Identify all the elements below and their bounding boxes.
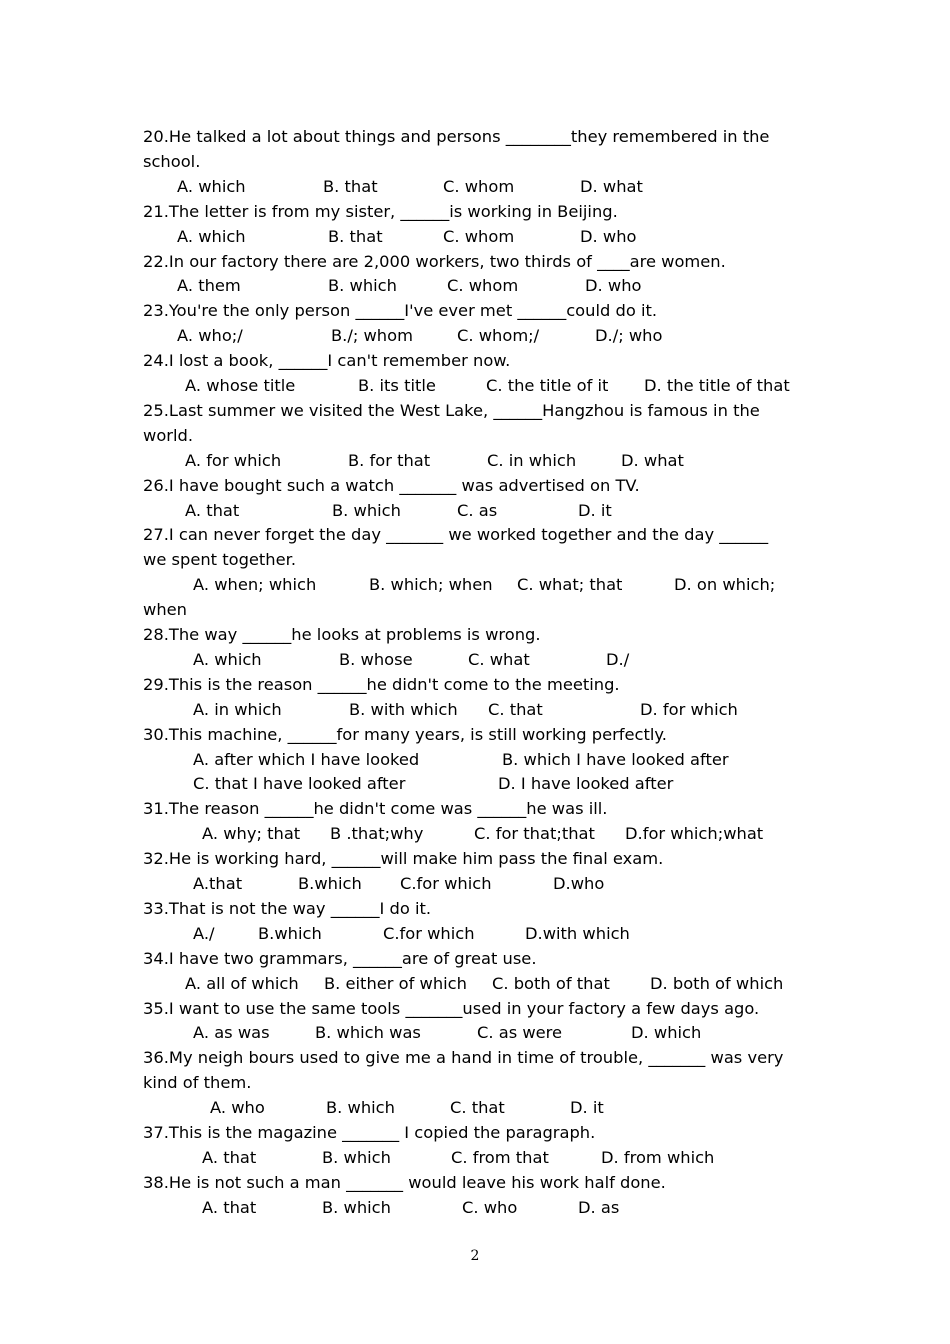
- answer-option: C. in which: [487, 450, 577, 470]
- answer-options: [0, 871, 950, 896]
- answer-option: B. with which: [349, 699, 458, 719]
- question-line: [0, 1170, 950, 1195]
- answer-option: C. what; that: [517, 575, 623, 595]
- answer-option: B. its title: [358, 376, 436, 395]
- question-line: [0, 672, 950, 697]
- question-text: 38.He is not such a man _______ would leave his work half done.: [143, 1172, 666, 1192]
- question-text: world.: [143, 425, 194, 445]
- answer-option: A.that: [193, 874, 243, 893]
- answer-option: D. both of which: [650, 973, 784, 993]
- question-text: 26.I have bought such a watch _______ was advertised on TV.: [143, 475, 640, 495]
- answer-option: C.for which: [400, 874, 492, 893]
- answer-options: [0, 821, 950, 846]
- answer-option: B. either of which: [324, 973, 467, 993]
- answer-option: B. whose: [339, 649, 413, 669]
- question-line: [0, 473, 950, 498]
- question-line: [0, 1045, 950, 1070]
- answer-option: B. that: [328, 226, 383, 246]
- question-line: [0, 423, 950, 448]
- answer-option: D. on which;: [674, 575, 776, 595]
- answer-option: A. which: [177, 176, 246, 196]
- answer-options: [0, 1145, 950, 1170]
- answer-options: [0, 224, 950, 249]
- answer-option: D.who: [553, 874, 605, 893]
- answer-option: B./; whom: [331, 326, 413, 346]
- answer-option: A./: [193, 923, 215, 943]
- answer-option: A. after which I have looked: [193, 749, 420, 769]
- question-text: 28.The way ______he looks at problems is wrong.: [143, 625, 541, 644]
- answer-option: D. who: [580, 226, 637, 246]
- question-line: [0, 796, 950, 821]
- answer-options: [0, 498, 950, 523]
- answer-options: [0, 921, 950, 946]
- answer-options: [0, 697, 950, 722]
- question-line: [0, 896, 950, 921]
- question-line: [0, 996, 950, 1021]
- question-line: [0, 622, 950, 647]
- answer-options: [0, 647, 950, 672]
- question-text: 33.That is not the way ______I do it.: [143, 898, 432, 918]
- answer-option: C. as were: [477, 1023, 563, 1043]
- answer-option: D. from which: [601, 1147, 715, 1167]
- question-text: we spent together.: [143, 550, 297, 570]
- question-line: [0, 846, 950, 871]
- answer-option: C. for that;that: [474, 824, 595, 844]
- answer-options: [0, 174, 950, 199]
- answer-option: A. who: [210, 1098, 265, 1118]
- question-text: 21.The letter is from my sister, ______is working in Beijing.: [143, 201, 618, 221]
- answer-option: A. that: [202, 1197, 257, 1217]
- question-text: 20.He talked a lot about things and persons ________they remembered in the: [143, 127, 770, 146]
- answer-options: [0, 1020, 950, 1045]
- question-line: [0, 547, 950, 572]
- answer-option: D. what: [621, 450, 684, 470]
- question-line: [0, 298, 950, 323]
- answer-option: B. which was: [315, 1023, 421, 1043]
- answer-option: C. who: [462, 1197, 518, 1217]
- question-line: [0, 348, 950, 373]
- answer-options: [0, 1195, 950, 1220]
- answer-option: A. them: [177, 276, 241, 296]
- answer-option: C. whom;/: [457, 326, 540, 346]
- answer-option: C. what: [468, 649, 530, 669]
- answer-options: [0, 373, 950, 398]
- answer-option: D.for which;what: [625, 824, 764, 844]
- answer-option: C. from that: [451, 1147, 549, 1167]
- answer-option: B. for that: [348, 450, 431, 470]
- question-line: [0, 398, 950, 423]
- answer-option: C. as: [457, 500, 498, 520]
- answer-option: A. for which: [185, 450, 282, 470]
- question-line: [0, 597, 950, 622]
- answer-option: A. all of which: [185, 973, 299, 993]
- page-number: 2: [470, 1248, 480, 1264]
- answer-option: B. that: [323, 176, 378, 196]
- question-text: 24.I lost a book, ______I can't remember now.: [143, 351, 511, 371]
- answer-option: C.for which: [383, 923, 475, 943]
- answer-option: B. which: [332, 500, 401, 520]
- answer-option: A. which: [193, 649, 262, 669]
- answer-option: D.with which: [525, 923, 630, 943]
- answer-option: B. which: [328, 276, 397, 296]
- question-text: 34.I have two grammars, ______are of great use.: [143, 948, 537, 968]
- answer-option: D. it: [570, 1098, 604, 1118]
- answer-options: [0, 971, 950, 996]
- question-text: 31.The reason ______he didn't come was ______he was ill.: [143, 799, 608, 819]
- answer-option: C. that I have looked after: [193, 774, 406, 794]
- question-text: 22.In our factory there are 2,000 workers, two thirds of ____are women.: [143, 251, 726, 271]
- question-line: [0, 249, 950, 274]
- answer-option: B. which; when: [369, 575, 493, 595]
- question-line: [0, 1120, 950, 1145]
- answer-option: D./; who: [595, 326, 663, 346]
- answer-options: [0, 323, 950, 348]
- answer-option: C. that: [450, 1098, 505, 1118]
- answer-option: B. which: [322, 1147, 391, 1167]
- answer-option: C. whom: [443, 226, 515, 246]
- answer-option: B. which I have looked after: [502, 749, 729, 769]
- question-text: 32.He is working hard, ______will make him pass the final exam.: [143, 849, 664, 869]
- answer-option: D. the title of that: [644, 376, 790, 395]
- answer-option: B.which: [298, 874, 362, 893]
- question-text: kind of them.: [143, 1073, 252, 1093]
- answer-option: A. in which: [193, 699, 282, 719]
- answer-option: D./: [606, 649, 630, 669]
- question-text: 37.This is the magazine _______ I copied the paragraph.: [143, 1123, 596, 1142]
- question-text: 25.Last summer we visited the West Lake, ______Hangzhou is famous in the: [143, 400, 760, 420]
- question-line: [0, 199, 950, 224]
- answer-option: D. as: [578, 1197, 620, 1217]
- answer-options: [0, 747, 950, 772]
- answer-option: B. which: [322, 1197, 391, 1217]
- answer-option: C. whom: [447, 276, 519, 296]
- question-line: [0, 1070, 950, 1095]
- answer-options: [0, 273, 950, 298]
- answer-options: [0, 572, 950, 597]
- answer-option: D. which: [631, 1023, 702, 1043]
- answer-option: A. when; which: [193, 575, 317, 595]
- question-text: 27.I can never forget the day _______ we worked together and the day ______: [143, 525, 769, 545]
- question-text: 35.I want to use the same tools _______used in your factory a few days ago.: [143, 998, 760, 1018]
- question-text: 36.My neigh bours used to give me a hand in time of trouble, _______ was very: [143, 1048, 784, 1068]
- answer-option: A. whose title: [185, 376, 296, 395]
- answer-option: D. I have looked after: [498, 774, 674, 794]
- answer-options: [0, 448, 950, 473]
- answer-option: B .that;why: [330, 824, 424, 844]
- question-text: 29.This is the reason ______he didn't come to the meeting.: [143, 674, 620, 694]
- question-text: school.: [143, 151, 201, 171]
- answer-option: C. whom: [443, 176, 515, 196]
- question-line: [0, 522, 950, 547]
- answer-option: C. the title of it: [486, 376, 609, 395]
- question-line: [0, 722, 950, 747]
- answer-option: D. it: [578, 500, 612, 520]
- answer-option: C. that: [488, 699, 543, 719]
- question-text: when: [143, 600, 187, 620]
- answer-option: A. why; that: [202, 824, 301, 844]
- answer-option: B. which: [326, 1098, 395, 1118]
- question-line: [0, 149, 950, 174]
- answer-option: D. who: [585, 276, 642, 296]
- answer-option: A. that: [202, 1147, 257, 1167]
- answer-option: A. that: [185, 500, 240, 520]
- question-text: 23.You're the only person ______I've ever met ______could do it.: [143, 301, 658, 321]
- answer-option: B.which: [258, 923, 322, 943]
- question-line: [0, 124, 950, 149]
- answer-option: A. as was: [193, 1023, 270, 1043]
- answer-option: D. what: [580, 176, 643, 196]
- question-line: [0, 946, 950, 971]
- answer-option: A. which: [177, 226, 246, 246]
- answer-option: C. both of that: [492, 973, 610, 993]
- answer-options: [0, 771, 950, 796]
- question-text: 30.This machine, ______for many years, is still working perfectly.: [143, 724, 667, 744]
- answer-option: D. for which: [640, 699, 738, 719]
- answer-options: [0, 1095, 950, 1120]
- answer-option: A. who;/: [177, 326, 243, 346]
